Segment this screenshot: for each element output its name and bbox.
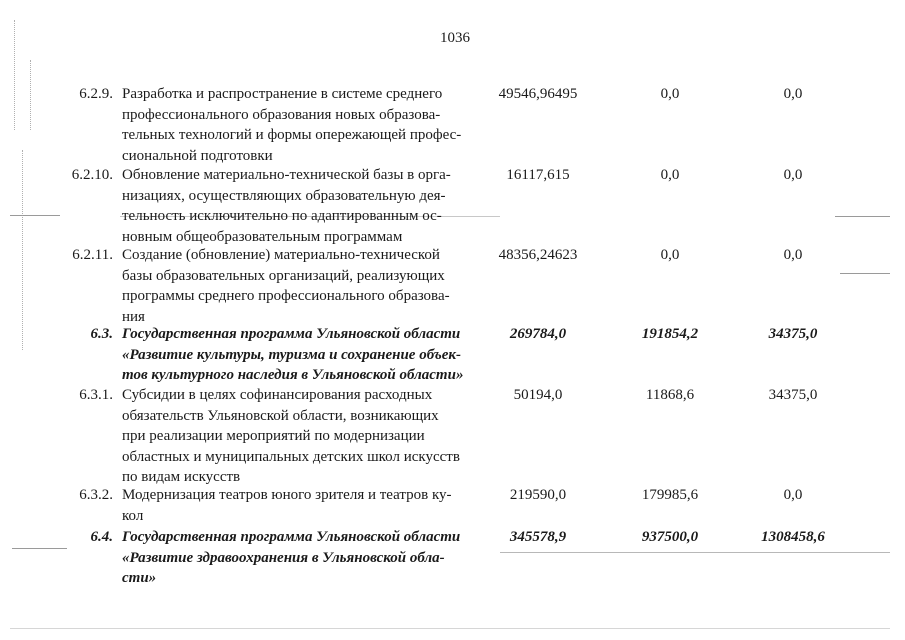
row-value-3: 0,0	[783, 247, 803, 263]
row-description: Модернизация театров юного зрителя и театров ку- кол	[122, 487, 452, 524]
row-number: 6.2.10.	[71, 167, 113, 183]
scan-artifact	[835, 216, 890, 217]
page-number: 1036	[440, 30, 470, 46]
row-value-1: 49546,96495	[498, 86, 578, 102]
scan-artifact	[840, 273, 890, 274]
scan-artifact	[500, 552, 890, 553]
row-value-2: 937500,0	[641, 529, 699, 545]
row-number: 6.2.11.	[72, 247, 113, 263]
row-number: 6.2.9.	[79, 86, 113, 102]
scan-artifact	[10, 215, 60, 216]
row-number: 6.3.1.	[79, 387, 113, 403]
row-description: Разработка и распространение в системе среднего профессионального образования новых образова- тельных технологий и формы опережающей профес- сиональной подготовки	[122, 86, 462, 164]
row-number: 6.4.	[90, 529, 113, 545]
row-value-1: 269784,0	[509, 326, 567, 342]
row-value-1: 345578,9	[509, 529, 567, 545]
scan-artifact	[12, 548, 67, 549]
row-value-1: 16117,615	[506, 167, 570, 183]
row-value-3: 1308458,6	[761, 529, 825, 545]
row-value-2: 0,0	[660, 167, 680, 183]
row-value-1: 219590,0	[509, 487, 567, 503]
row-description: Государственная программа Ульяновской области «Развитие культуры, туризма и сохранение объек- тов культурного наследия в Ульяновской области»	[122, 326, 464, 384]
row-value-2: 179985,6	[641, 487, 699, 503]
row-description: Субсидии в целях софинансирования расходных обязательств Ульяновской области, возникающих при реализации мероприятий по модернизации областных и муниципальных детских школ искусств по видам искусств	[122, 387, 460, 486]
scan-artifact	[10, 628, 890, 629]
scan-artifact	[14, 20, 15, 130]
row-description: Обновление материально-технической базы в орга- низациях, осуществляющих образовательную дея- тельность исключительно по адаптированным ос- новным общеобразовательным программам	[122, 167, 451, 245]
row-value-3: 0,0	[783, 487, 803, 503]
row-value-3: 34375,0	[768, 326, 818, 342]
row-number: 6.3.	[90, 326, 113, 342]
row-description: Создание (обновление) материально-технической базы образовательных организаций, реализующих программы среднего профессионального образова- ния	[122, 247, 450, 325]
row-value-2: 0,0	[660, 86, 680, 102]
row-value-3: 0,0	[783, 167, 803, 183]
row-number: 6.3.2.	[79, 487, 113, 503]
row-value-1: 48356,24623	[498, 247, 578, 263]
scan-artifact	[30, 60, 31, 130]
row-value-2: 0,0	[660, 247, 680, 263]
row-value-3: 0,0	[783, 86, 803, 102]
row-value-2: 191854,2	[641, 326, 699, 342]
row-description: Государственная программа Ульяновской области «Развитие здравоохранения в Ульяновской обла- сти»	[122, 529, 461, 587]
row-value-3: 34375,0	[768, 387, 818, 403]
row-value-1: 50194,0	[513, 387, 563, 403]
row-value-2: 11868,6	[645, 387, 695, 403]
scan-artifact	[22, 150, 23, 350]
